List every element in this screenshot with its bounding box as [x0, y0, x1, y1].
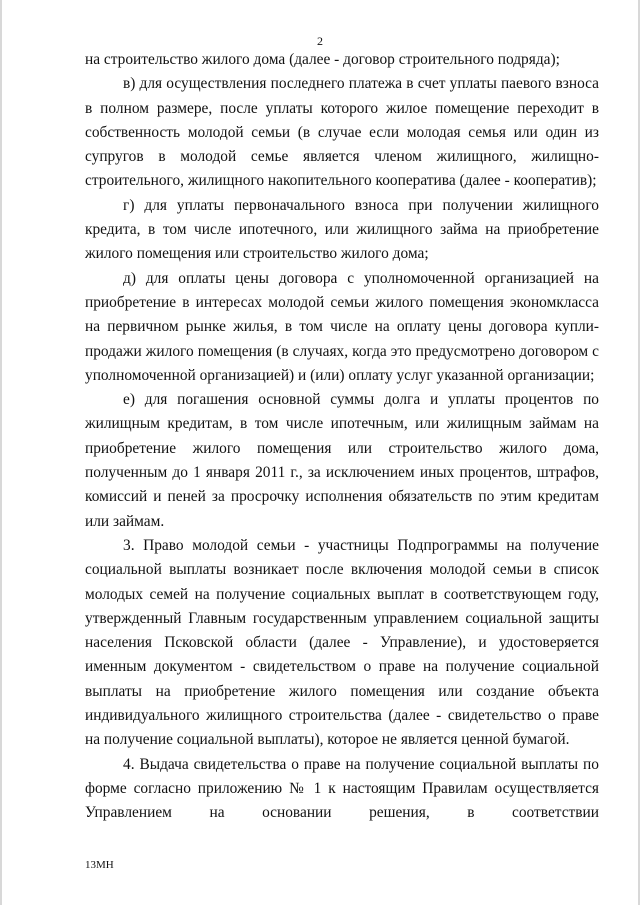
footer-code: 13МН [85, 859, 114, 871]
page-number: 2 [317, 34, 323, 48]
paragraph-item-g: г) для уплаты первоначального взноса при получении жилищного кредита, в том числе ипотечного, или жилищного займа на приобретение жилого помещения или строительство жилого дома; [85, 196, 599, 263]
paragraph-continuation: на строительство жилого дома (далее - договор строительного подряда); [85, 51, 560, 68]
paragraph-item-d: д) для оплаты цены договора с уполномоченной организацией на приобретение в интересах молодой семьи жилого помещения экономкласса на первичном рынке жилья, в том числе на оплату цены договора купли-продажи жилого помещения (в случаях, когда это предусмотрено договором с уполномоченной организацией) и (или) оплату услуг указанной организации; [85, 269, 599, 384]
paragraph-item-v: в) для осуществления последнего платежа в счет уплаты паевого взноса в полном размере, после уплаты которого жилое помещение переходит в собственность молодой семьи (в случае если молодая семья или один из супругов в молодой семье является членом жилищного, жилищно-строительного, жилищного накопительного кооператива (далее - кооператив); [85, 75, 599, 190]
paragraph-item-e: е) для погашения основной суммы долга и уплаты процентов по жилищным кредитам, в том числе ипотечным, или жилищным займам на приобретение жилого помещения или строительство жилого дома, полученным до 1 января 2011 г., за исключением иных процентов, штрафов, комиссий и пеней за просрочку исполнения обязательств по этим кредитам или займам. [85, 391, 599, 530]
document-body [85, 48, 599, 826]
scan-edge-left [0, 0, 2, 905]
paragraph-section-3: 3. Право молодой семьи - участницы Подпрограммы на получение социальной выплаты возникает после включения молодой семьи в список молодых семей на получение социальных выплат в соответствующем году, утвержденный Главным государственным управлением социальной защиты населения Псковской области (далее - Управление), и удостоверяется именным документом - свидетельством о праве на получение социальной выплаты на приобретение жилого помещения или создание объекта индивидуального жилищного строительства (далее - свидетельство о праве на получение социальной выплаты), которое не является ценной бумагой. [85, 536, 599, 749]
paragraph-section-4: 4. Выдача свидетельства о праве на получение социальной выплаты по форме согласно приложению № 1 к настоящим Правилам осуществляется Управлением на основании решения, в соответствии [85, 755, 599, 822]
